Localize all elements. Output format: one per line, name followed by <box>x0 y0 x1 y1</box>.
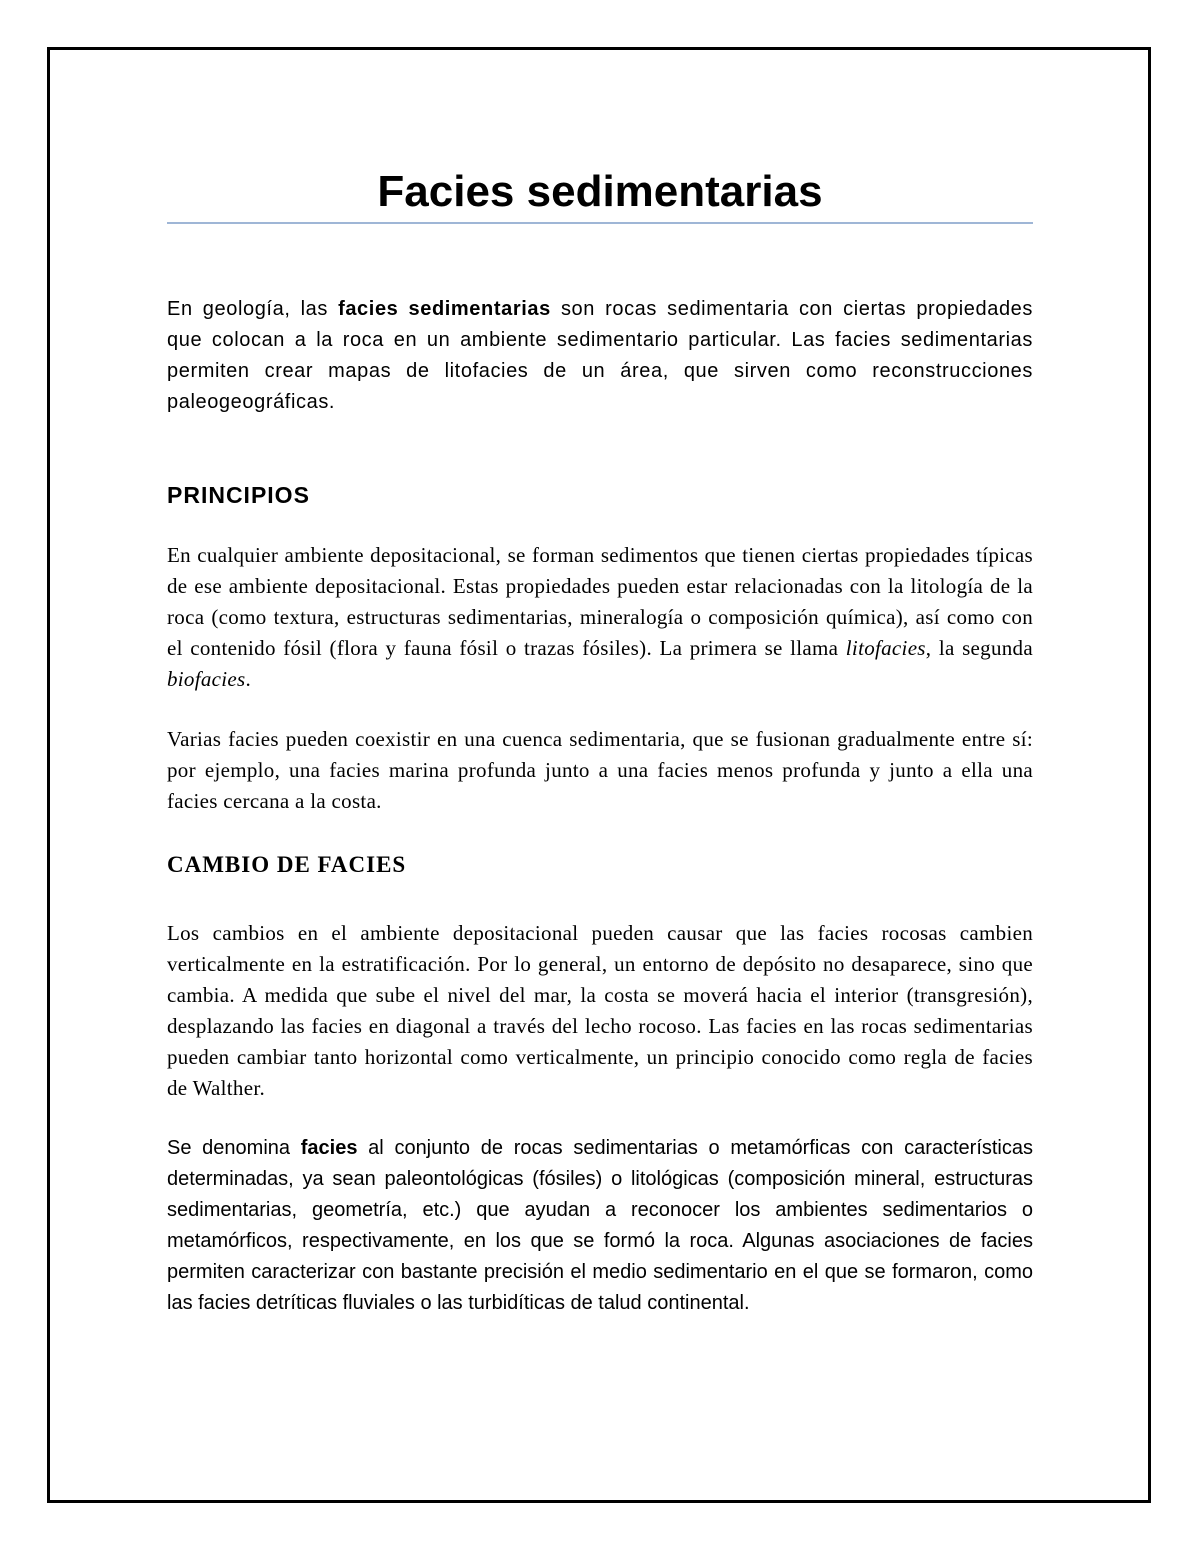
cambio-paragraph-1: Los cambios en el ambiente depositacional pueden causar que las facies rocosas cambien verticalmente en la estratificación. Por lo general, un entorno de depósito no desaparece, sino que cambia. A medida que sube el nivel del mar, la costa se moverá hacia el interior (transgresión), desplazando las facies en diagonal a través del lecho rocoso. Las facies en las rocas sedimentarias pueden cambiar tanto horizontal como verticalmente, un principio conocido como regla de facies de Walther. <box>167 921 1033 1100</box>
cambio2-text-1: Se denomina <box>167 1137 301 1159</box>
cambio-paragraph-2 <box>167 1133 1033 1319</box>
principios-text-2: , la segunda <box>925 636 1033 660</box>
term-biofacies: biofacies <box>167 667 246 691</box>
principios-paragraph-2: Varias facies pueden coexistir en una cuenca sedimentaria, que se fusionan gradualmente entre sí: por ejemplo, una facies marina profunda junto a una facies menos profunda y junto a ella una facies cercana a la costa. <box>167 727 1033 813</box>
document-body <box>167 166 1033 1319</box>
intro-text-2: son rocas sedimentaria con ciertas propiedades que colocan a la roca en un ambiente sedimentario particular. Las facies sedimentarias permiten crear mapas de litofacies de un área, que sirven como reconstrucciones paleogeográficas. <box>167 298 1034 413</box>
cambio2-bold-term: facies <box>300 1137 358 1159</box>
document-title: Facies sedimentarias <box>167 166 1033 224</box>
principios-text-3: . <box>245 667 252 691</box>
principios-text-1: En cualquier ambiente depositacional, se forman sedimentos que tienen ciertas propiedades típicas de ese ambiente depositacional. Estas propiedades pueden estar relacionadas con la litología de la roca (como textura, estructuras sedimentarias, mineralogía o composición química), así como con el contenido fósil (flora y fauna fósil o trazas fósiles). La primera se llama <box>167 543 1033 660</box>
intro-paragraph <box>167 294 1033 418</box>
intro-text-1: En geología, las <box>167 298 339 320</box>
cambio2-text-2: al conjunto de rocas sedimentarias o metamórficas con características determinadas, ya sean paleontológicas (fósiles) o litológicas (composición mineral, estructuras sedimentarias, geometría, etc.) que ayudan a reconocer los ambientes sedimentarios o metamórficos, respectivamente, en los que se formó la roca. Algunas asociaciones de facies permiten caracterizar con bastante precisión el medio sedimentario en el que se formaron, como las facies detríticas fluviales o las turbidíticas de talud continental. <box>167 1137 1034 1314</box>
intro-bold-term: facies sedimentarias <box>338 298 551 320</box>
term-litofacies: litofacies <box>845 636 926 660</box>
heading-cambio-de-facies: CAMBIO DE FACIES <box>167 852 407 877</box>
heading-principios: PRINCIPIOS <box>167 482 310 508</box>
principios-paragraph-1 <box>167 540 1033 695</box>
